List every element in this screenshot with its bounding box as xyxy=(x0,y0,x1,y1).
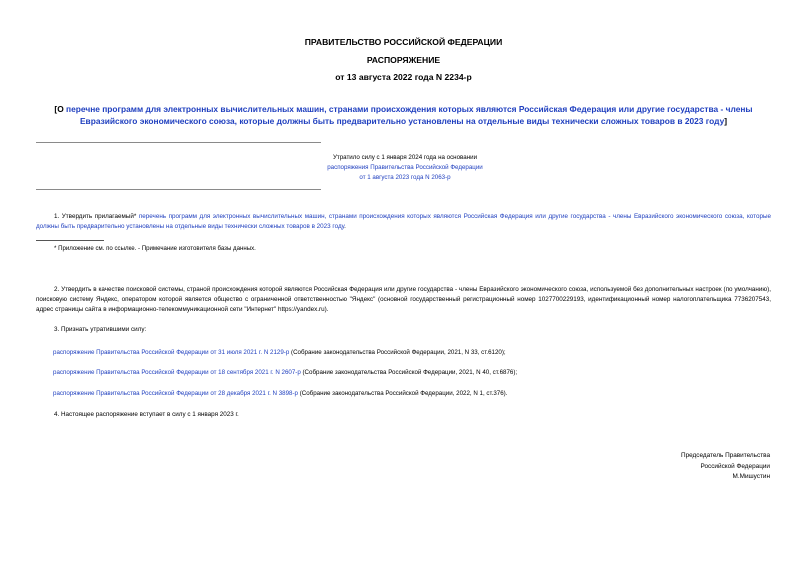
signatory-position-line1: Председатель Правительства xyxy=(681,452,770,459)
divider-top xyxy=(36,142,321,143)
paragraph-2 xyxy=(36,285,771,316)
status-note-link-line2[interactable]: от 1 августа 2023 года N 2063-р xyxy=(359,174,451,181)
title-close-bracket: ] xyxy=(724,116,728,126)
paragraph-4 xyxy=(36,410,771,420)
repealed-item xyxy=(53,389,773,399)
paragraph-3-text: 3. Признать утратившими силу: xyxy=(54,326,147,333)
repealed-item-source: (Собрание законодательства Российской Федерации, 2022, N 1, ст.376). xyxy=(297,390,508,397)
signature-block xyxy=(681,451,770,483)
document-title xyxy=(36,103,771,127)
title-open-bracket: [О xyxy=(54,104,67,114)
divider-bottom xyxy=(36,189,321,190)
status-note xyxy=(290,153,520,183)
status-note-link-line1[interactable]: распоряжения Правительства Российской Федерации xyxy=(327,164,483,171)
status-note-link[interactable] xyxy=(290,163,520,183)
signatory-position-line2: Российской Федерации xyxy=(700,462,770,470)
repealed-item-link[interactable]: распоряжение Правительства Российской Федерации от 28 декабря 2021 г. N 3898-р xyxy=(53,390,298,397)
paragraph-1-suffix: . xyxy=(344,223,346,231)
issuer-heading: ПРАВИТЕЛЬСТВО РОССИЙСКОЙ ФЕДЕРАЦИИ xyxy=(304,37,503,47)
repealed-item-source: (Собрание законодательства Российской Федерации, 2021, N 40, ст.6876); xyxy=(300,369,518,376)
title-link[interactable]: перечне программ для электронных вычислительных машин, странами происхождения которых являются Российская Федерация или другие государства - члены Евразийского экономического союза, которые должны быть предварительно установлены на отдельные виды технически сложных товаров в 2023 году xyxy=(66,104,753,126)
repealed-item-link[interactable]: распоряжение Правительства Российской Федерации от 31 июля 2021 г. N 2129-р xyxy=(53,349,290,356)
repealed-item-link[interactable]: распоряжение Правительства Российской Федерации от 18 сентября 2021 г. N 2607-р xyxy=(53,369,301,376)
footnote-divider xyxy=(36,240,104,241)
footnote: * Приложение см. по ссылке. - Примечание изготовителя базы данных. xyxy=(54,245,256,252)
paragraph-3 xyxy=(36,325,771,335)
paragraph-1 xyxy=(36,212,771,232)
repealed-item xyxy=(53,348,773,358)
repealed-item-source: (Собрание законодательства Российской Федерации, 2021, N 33, ст.6120); xyxy=(289,349,506,356)
paragraph-1-prefix: 1. Утвердить прилагаемый* xyxy=(54,213,139,220)
status-note-text: Утратило силу с 1 января 2024 года на основании xyxy=(332,154,478,161)
paragraph-4-text: 4. Настоящее распоряжение вступает в силу с 1 января 2023 г. xyxy=(54,411,239,418)
signatory-name: М.Мишустин xyxy=(732,473,770,481)
paragraph-1-link[interactable]: перечень программ для электронных вычислительных машин, странами происхождения которых являются Российская Федерация или другие государства - члены Евразийского экономического союза, которые должны быть предварительно установлены на отдельные виды технически сложных товаров в 2023 году xyxy=(36,213,771,231)
document-date-heading: от 13 августа 2022 года N 2234-р xyxy=(335,72,472,82)
repealed-item xyxy=(53,368,773,378)
document-type-heading: РАСПОРЯЖЕНИЕ xyxy=(366,55,441,65)
paragraph-2-text: 2. Утвердить в качестве поисковой системы, страной происхождения которой являются Российская Федерация или другие государства - члены Евразийского экономического союза, используемой без дополнительных настроек (по умолчанию), поисковую систему Яндекс, оператором которой является общество с ограниченной ответственностью "Яндекс" (основной государственный регистрационный номер 1027700229193, идентификационный номер налогоплательщика 7736207543, адрес страницы сайта в информационно-телекоммуникационной сети "Интернет" https://yandex.ru). xyxy=(36,286,771,314)
